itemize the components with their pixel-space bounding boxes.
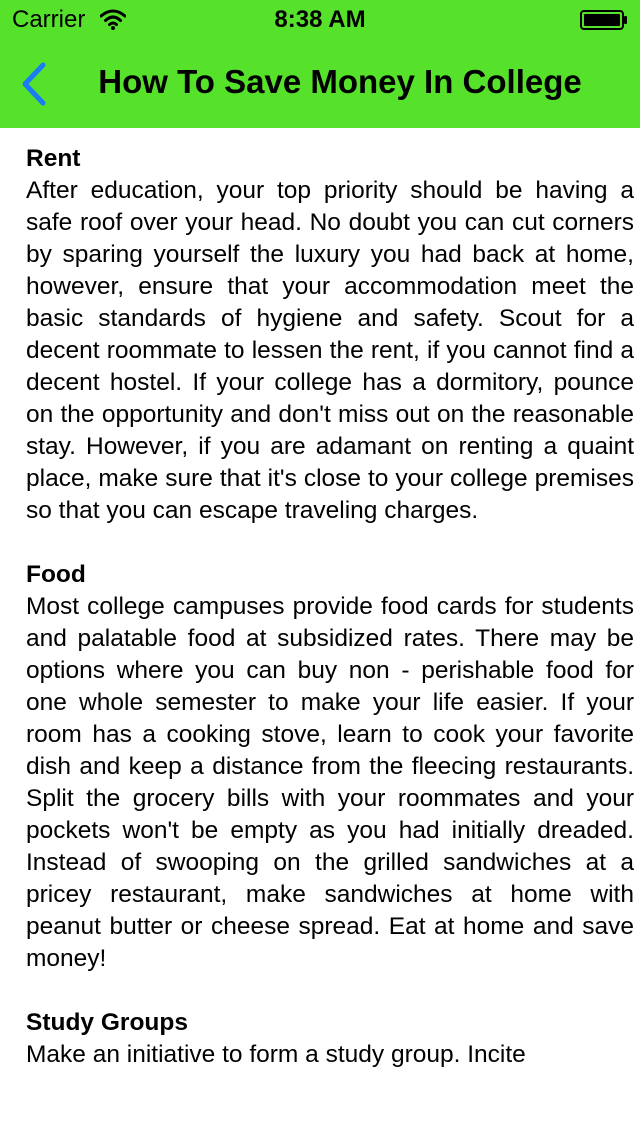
header bbox=[0, 0, 640, 128]
carrier-label: Carrier bbox=[12, 6, 86, 33]
section-study-groups bbox=[26, 1007, 634, 1071]
status-time: 8:38 AM bbox=[274, 6, 366, 33]
section-heading: Study Groups bbox=[26, 1009, 188, 1036]
status-bar bbox=[0, 0, 640, 40]
section-body: Make an initiative to form a study group. Incite bbox=[26, 1041, 526, 1068]
article-content[interactable] bbox=[26, 143, 634, 1136]
section-heading: Rent bbox=[26, 145, 81, 172]
navigation-bar bbox=[0, 40, 640, 128]
battery-icon bbox=[580, 10, 628, 30]
section-heading: Food bbox=[26, 561, 86, 588]
page-title: How To Save Money In College bbox=[98, 63, 582, 100]
section-body: Most college campuses provide food cards for students and palatable food at subsidized rates. There may be options where you can buy non - perishable food for one whole semester to make your life easier. If your room has a cooking stove, learn to cook your favorite dish and keep a distance from the fleecing restaurants. Split the grocery bills with your roommates and your pockets won't be empty as you had initially dreaded. Instead of swooping on the grilled sandwiches at a pricey restaurant, make sandwiches at home with peanut butter or cheese spread. Eat at home and save money! bbox=[26, 593, 634, 972]
section-food bbox=[26, 559, 634, 975]
section-body: After education, your top priority should be having a safe roof over your head. No doubt you can cut corners by sparing yourself the luxury you had back at home, however, ensure that your accommodation meet the basic standards of hygiene and safety. Scout for a decent roommate to lessen the rent, if you cannot find a decent hostel. If your college has a dormitory, pounce on the opportunity and don't miss out on the reasonable stay. However, if you are adamant on renting a quaint place, make sure that it's close to your college premises so that you can escape traveling charges. bbox=[26, 177, 634, 524]
section-rent bbox=[26, 143, 634, 527]
back-button[interactable] bbox=[8, 58, 60, 110]
chevron-left-icon bbox=[19, 62, 49, 106]
